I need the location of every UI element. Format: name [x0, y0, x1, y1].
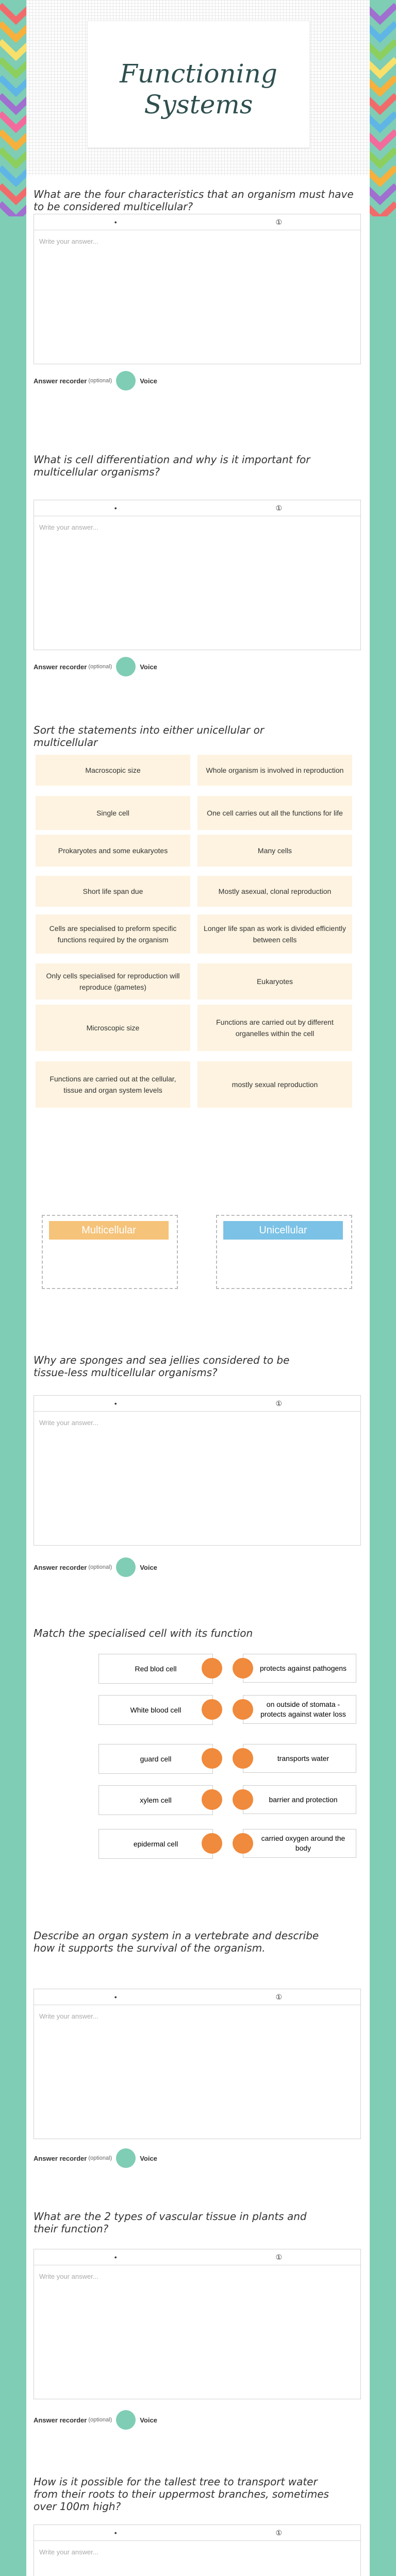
answer-box-1[interactable] [34, 214, 361, 364]
microphone-button[interactable] [116, 2148, 136, 2168]
match-cell[interactable]: White blood cell [98, 1695, 213, 1725]
header-grid [26, 0, 370, 175]
answer-placeholder: Write your answer... [39, 238, 98, 245]
recorder-optional: (optional) [88, 2155, 112, 2161]
match-function[interactable]: carried oxygen around the body [243, 1829, 356, 1858]
sort-card[interactable]: Single cell [36, 796, 190, 830]
match-function[interactable]: barrier and protection [243, 1785, 356, 1814]
microphone-button[interactable] [116, 1557, 136, 1577]
sort-card[interactable]: Many cells [197, 835, 352, 867]
match-connector-dot[interactable] [233, 1789, 253, 1810]
question-7: What are the 2 types of vascular tissue in plants and their function? [34, 2210, 307, 2235]
bullet-list-button[interactable]: • [114, 2529, 117, 2537]
numbered-list-button[interactable]: ① [275, 504, 283, 512]
answer-recorder [34, 371, 157, 391]
format-toolbar [34, 2525, 360, 2541]
recorder-optional: (optional) [88, 1564, 112, 1570]
bullet-list-button[interactable]: • [114, 504, 117, 512]
question-1: What are the four characteristics that an organism must have to be considered multicellular? [34, 188, 354, 213]
microphone-button[interactable] [116, 657, 136, 676]
question-6: Describe an organ system in a vertebrate and describe how it supports the survival of the organism. [34, 1929, 319, 1954]
recorder-label: Answer recorder [34, 663, 87, 671]
sort-card[interactable]: Cells are specialised to preform specific functions required by the organism [36, 914, 190, 954]
voice-label: Voice [140, 2416, 157, 2424]
bullet-list-button[interactable]: • [114, 1993, 117, 2001]
numbered-list-button[interactable]: ① [275, 218, 283, 226]
recorder-optional: (optional) [88, 378, 112, 384]
format-toolbar [34, 214, 360, 230]
recorder-label: Answer recorder [34, 2416, 87, 2424]
sort-card[interactable]: Functions are carried out at the cellular, tissue and organ system levels [36, 1061, 190, 1108]
voice-label: Voice [140, 377, 157, 385]
microphone-button[interactable] [116, 371, 136, 391]
sort-card[interactable]: Microscopic size [36, 1005, 190, 1051]
answer-box-7[interactable] [34, 2249, 361, 2399]
sort-card[interactable]: Prokaryotes and some eukaryotes [36, 835, 190, 867]
match-connector-dot[interactable] [202, 1699, 222, 1720]
answer-recorder [34, 2410, 157, 2430]
sort-card[interactable]: Functions are carried out by different organelles within the cell [197, 1005, 352, 1051]
answer-box-6[interactable] [34, 1989, 361, 2139]
format-toolbar [34, 2249, 360, 2265]
bullet-list-button[interactable]: • [114, 1399, 117, 1408]
recorder-optional: (optional) [88, 2417, 112, 2423]
format-toolbar [34, 1989, 360, 2005]
answer-box-2[interactable] [34, 500, 361, 650]
match-cell[interactable]: guard cell [98, 1744, 213, 1774]
match-cell[interactable]: Red blod cell [98, 1654, 213, 1684]
answer-placeholder: Write your answer... [39, 2548, 98, 2556]
match-cell[interactable]: xylem cell [98, 1785, 213, 1815]
match-function[interactable]: protects against pathogens [243, 1654, 356, 1683]
sort-card[interactable]: Longer life span as work is divided efficiently between cells [197, 914, 352, 954]
sort-card[interactable]: Macroscopic size [36, 755, 190, 786]
multicellular-label: Multicellular [49, 1221, 169, 1240]
match-connector-dot[interactable] [202, 1789, 222, 1810]
match-connector-dot[interactable] [202, 1748, 222, 1769]
match-connector-dot[interactable] [202, 1658, 222, 1679]
answer-placeholder: Write your answer... [39, 523, 98, 531]
numbered-list-button[interactable]: ① [275, 1399, 283, 1408]
answer-placeholder: Write your answer... [39, 2012, 98, 2020]
sort-card[interactable]: Whole organism is involved in reproduction [197, 755, 352, 786]
sort-card[interactable]: Eukaryotes [197, 963, 352, 999]
answer-recorder [34, 1557, 157, 1577]
match-connector-dot[interactable] [233, 1658, 253, 1679]
question-8: How is it possible for the tallest tree to transport water from their roots to their uppermost branches, sometimes over 100m high? [34, 2476, 329, 2513]
answer-box-4[interactable] [34, 1395, 361, 1546]
page-title: Functioning Systems [120, 59, 277, 120]
question-3: Sort the statements into either unicellular or multicellular [34, 724, 265, 749]
numbered-list-button[interactable]: ① [275, 2529, 283, 2537]
format-toolbar [34, 500, 360, 516]
answer-box-8[interactable] [34, 2524, 361, 2576]
title-card [87, 21, 310, 148]
unicellular-label: Unicellular [223, 1221, 343, 1240]
voice-label: Voice [140, 1563, 157, 1571]
match-cell[interactable]: epidermal cell [98, 1829, 213, 1859]
match-function[interactable]: transports water [243, 1744, 356, 1773]
answer-recorder [34, 2148, 157, 2168]
recorder-label: Answer recorder [34, 1563, 87, 1571]
format-toolbar [34, 1396, 360, 1412]
sort-card[interactable]: Short life span due [36, 876, 190, 907]
sort-card[interactable]: Only cells specialised for reproduction will reproduce (gametes) [36, 963, 190, 999]
match-connector-dot[interactable] [202, 1833, 222, 1854]
question-2: What is cell differentiation and why is it important for multicellular organisms? [34, 453, 310, 478]
bullet-list-button[interactable]: • [114, 2253, 117, 2261]
sort-card[interactable]: One cell carries out all the functions for life [197, 796, 352, 830]
answer-recorder [34, 657, 157, 676]
recorder-label: Answer recorder [34, 377, 87, 385]
match-connector-dot[interactable] [233, 1748, 253, 1769]
match-connector-dot[interactable] [233, 1833, 253, 1854]
numbered-list-button[interactable]: ① [275, 2253, 283, 2261]
answer-placeholder: Write your answer... [39, 2273, 98, 2280]
sort-card[interactable]: Mostly asexual, clonal reproduction [197, 876, 352, 907]
question-4: Why are sponges and sea jellies considered to be tissue-less multicellular organisms? [34, 1354, 290, 1379]
sort-card[interactable]: mostly sexual reproduction [197, 1061, 352, 1108]
answer-placeholder: Write your answer... [39, 1419, 98, 1427]
drop-zone-multicellular[interactable] [42, 1215, 178, 1289]
recorder-optional: (optional) [88, 664, 112, 670]
question-5: Match the specialised cell with its function [34, 1627, 253, 1639]
match-function[interactable]: on outside of stomata - protects against water loss [243, 1695, 356, 1724]
bullet-list-button[interactable]: • [114, 218, 117, 226]
drop-zone-unicellular[interactable] [216, 1215, 352, 1289]
voice-label: Voice [140, 2154, 157, 2162]
recorder-label: Answer recorder [34, 2154, 87, 2162]
worksheet-page [26, 0, 370, 2576]
numbered-list-button[interactable]: ① [275, 1993, 283, 2001]
voice-label: Voice [140, 663, 157, 671]
microphone-button[interactable] [116, 2410, 136, 2430]
match-connector-dot[interactable] [233, 1699, 253, 1720]
